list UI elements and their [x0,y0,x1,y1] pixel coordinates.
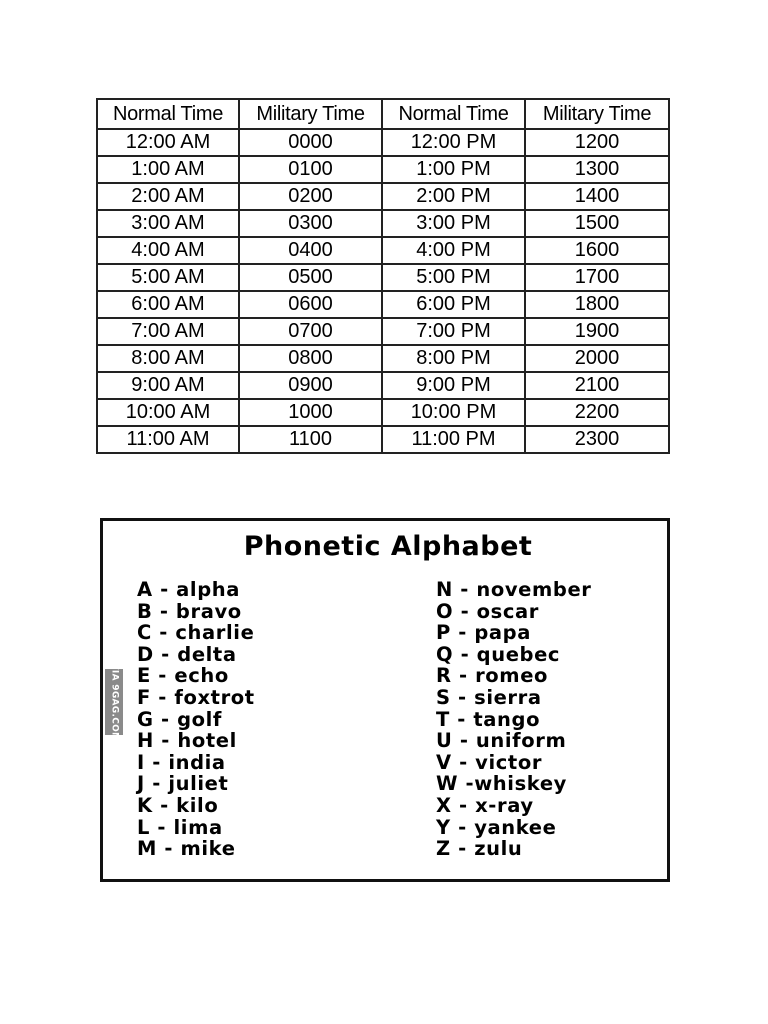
phonetic-list-item: W -whiskey [436,772,567,796]
phonetic-list-item: K - kilo [137,793,219,817]
table-row [97,264,669,291]
cell-normal-time-am: 11:00 AM [97,426,239,453]
cell-normal-time-am: 2:00 AM [97,183,239,210]
cell-military-time-am: 0900 [239,372,382,399]
phonetic-list-item: G - golf [137,707,222,731]
cell-military-time-pm: 2200 [525,399,669,426]
cell-normal-time-am: 6:00 AM [97,291,239,318]
phonetic-list-item: Q - quebec [436,642,561,666]
cell-normal-time-am: 9:00 AM [97,372,239,399]
phonetic-list-item: M - mike [137,837,236,861]
cell-normal-time-pm: 11:00 PM [382,426,525,453]
cell-military-time-pm: 2300 [525,426,669,453]
cell-military-time-am: 0200 [239,183,382,210]
table-row [97,129,669,156]
cell-normal-time-am: 5:00 AM [97,264,239,291]
table-row [97,318,669,345]
phonetic-list-right [436,579,592,860]
table-row [97,183,669,210]
cell-normal-time-pm: 10:00 PM [382,399,525,426]
cell-military-time-pm: 1300 [525,156,669,183]
cell-military-time-am: 1100 [239,426,382,453]
cell-normal-time-pm: 5:00 PM [382,264,525,291]
table-row [97,210,669,237]
phonetic-list-item: H - hotel [137,729,237,753]
phonetic-list-item: F - foxtrot [137,685,255,709]
cell-military-time-pm: 1400 [525,183,669,210]
watermark-badge [105,662,123,742]
cell-normal-time-pm: 3:00 PM [382,210,525,237]
table-row [97,372,669,399]
phonetic-list-item: V - victor [436,750,543,774]
table-row [97,345,669,372]
phonetic-list-item: R - romeo [436,664,549,688]
cell-normal-time-am: 3:00 AM [97,210,239,237]
cell-normal-time-pm: 12:00 PM [382,129,525,156]
table-header-row [97,99,669,129]
header-normal-time-am: Normal Time [97,99,239,129]
cell-military-time-pm: 2000 [525,345,669,372]
phonetic-list-item: D - delta [137,642,237,666]
cell-military-time-pm: 1200 [525,129,669,156]
cell-military-time-pm: 1800 [525,291,669,318]
cell-normal-time-am: 4:00 AM [97,237,239,264]
phonetic-list-item: Z - zulu [436,837,523,861]
cell-normal-time-am: 8:00 AM [97,345,239,372]
phonetic-list-item: I - india [137,750,226,774]
phonetic-list-item: L - lima [137,815,223,839]
table-row [97,237,669,264]
phonetic-list-item: T - tango [436,707,541,731]
table-body [97,129,669,453]
phonetic-list-item: A - alpha [137,578,241,601]
header-military-time-am: Military Time [239,99,382,129]
phonetic-list-item: B - bravo [137,599,242,623]
phonetic-alphabet-panel [100,518,670,882]
phonetic-list-item: E - echo [137,664,229,688]
phonetic-list-item: J - juliet [137,772,229,796]
cell-military-time-am: 0600 [239,291,382,318]
cell-military-time-am: 0000 [239,129,382,156]
cell-military-time-am: 0500 [239,264,382,291]
military-time-table [96,98,670,454]
table-row [97,426,669,453]
cell-normal-time-am: 12:00 AM [97,129,239,156]
table-row [97,156,669,183]
phonetic-list-item: X - x-ray [436,793,534,817]
cell-military-time-pm: 1900 [525,318,669,345]
table-row [97,291,669,318]
cell-normal-time-pm: 6:00 PM [382,291,525,318]
phonetic-list-left [137,579,255,860]
phonetic-list-item: C - charlie [137,621,255,645]
phonetic-list-item: S - sierra [436,685,542,709]
phonetic-list-item: O - oscar [436,599,539,623]
cell-normal-time-am: 10:00 AM [97,399,239,426]
phonetic-list-item: U - uniform [436,729,567,753]
cell-military-time-am: 0400 [239,237,382,264]
phonetic-list-item: Y - yankee [436,815,557,839]
cell-military-time-am: 0700 [239,318,382,345]
cell-military-time-pm: 1500 [525,210,669,237]
cell-military-time-pm: 2100 [525,372,669,399]
cell-normal-time-pm: 1:00 PM [382,156,525,183]
header-normal-time-pm: Normal Time [382,99,525,129]
cell-normal-time-am: 7:00 AM [97,318,239,345]
header-military-time-pm: Military Time [525,99,669,129]
table-row [97,399,669,426]
phonetic-title: Phonetic Alphabet [243,531,533,562]
cell-normal-time-am: 1:00 AM [97,156,239,183]
cell-normal-time-pm: 9:00 PM [382,372,525,399]
phonetic-list-item: N - november [436,578,592,601]
cell-normal-time-pm: 7:00 PM [382,318,525,345]
cell-normal-time-pm: 8:00 PM [382,345,525,372]
cell-military-time-am: 0300 [239,210,382,237]
cell-military-time-am: 1000 [239,399,382,426]
watermark-text: VIA 9GAG.COM [109,662,119,742]
cell-normal-time-pm: 4:00 PM [382,237,525,264]
cell-military-time-am: 0100 [239,156,382,183]
cell-military-time-pm: 1700 [525,264,669,291]
cell-military-time-pm: 1600 [525,237,669,264]
cell-military-time-am: 0800 [239,345,382,372]
cell-normal-time-pm: 2:00 PM [382,183,525,210]
phonetic-list-item: P - papa [436,621,531,645]
